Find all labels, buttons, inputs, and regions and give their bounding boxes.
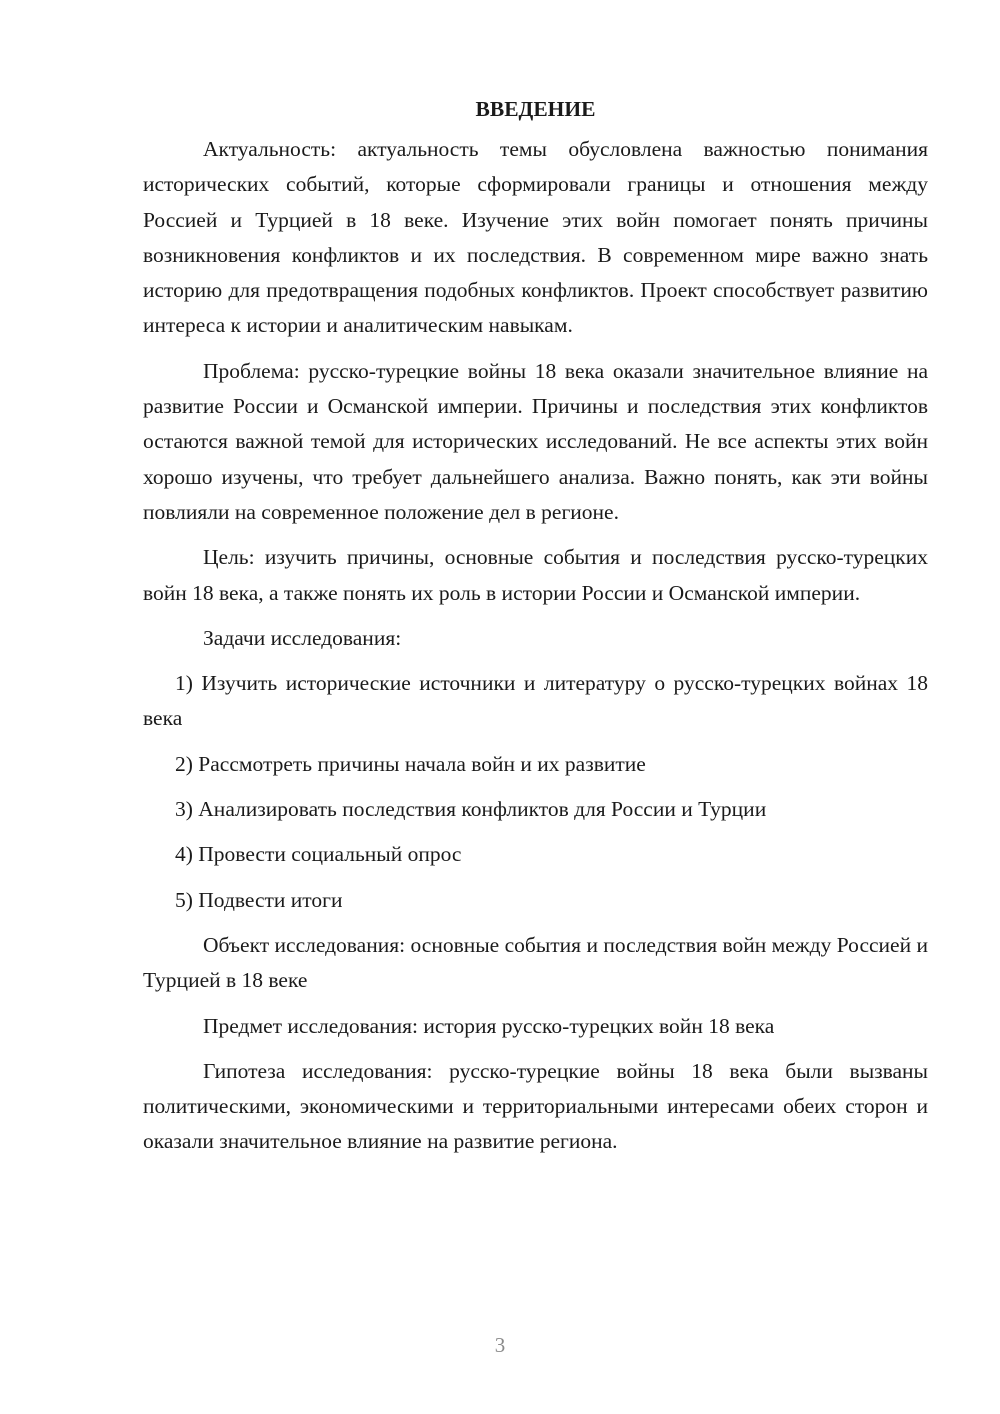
list-item: 4) Провести социальный опрос bbox=[175, 842, 462, 867]
paragraph-hypothesis: Гипотеза исследования: русско-турецкие войны 18 века были вызваны политическими, экономическими и территориальными интересами обеих сторон и оказали значительное влияние на развитие региона. bbox=[143, 1058, 928, 1154]
list-item: 2) Рассмотреть причины начала войн и их развитие bbox=[175, 751, 646, 776]
tasks-title: Задачи исследования: bbox=[203, 625, 402, 650]
paragraph-problem: Проблема: русско-турецкие войны 18 века оказали значительное влияние на развитие России и Османской империи. Причины и последствия этих конфликтов остаются важной темой для исторических исследований. Не все аспекты этих войн хорошо изучены, что требует дальнейшего анализа. Важно понять, как эти войны повлияли на современное положение дел в регионе. bbox=[143, 358, 928, 524]
page-title: ВВЕДЕНИЕ bbox=[475, 97, 596, 121]
list-item: 5) Подвести итоги bbox=[175, 887, 343, 912]
paragraph-relevance: Актуальность: актуальность темы обусловлена важностью понимания исторических событий, которые сформировали границы и отношения между Россией и Турцией в 18 веке. Изучение этих войн помогает понять причины возникновения конфликтов и их последствия. В современном мире важно знать историю для предотвращения подобных конфликтов. Проект способствует развитию интереса к истории и аналитическим навыкам. bbox=[143, 137, 928, 338]
list-item: 1) Изучить исторические источники и литературу о русско-турецких войнах 18 века bbox=[143, 671, 928, 731]
paragraph-subject: Предмет исследования: история русско-турецких войн 18 века bbox=[203, 1013, 775, 1038]
paragraph-object: Объект исследования: основные события и последствия войн между Россией и Турцией в 18 веке bbox=[143, 932, 928, 993]
document-page bbox=[143, 92, 928, 1160]
tasks-list bbox=[143, 666, 928, 918]
list-item: 3) Анализировать последствия конфликтов для России и Турции bbox=[175, 797, 767, 822]
paragraph-goal: Цель: изучить причины, основные события и последствия русско-турецких войн 18 века, а также понять их роль в истории России и Османской империи. bbox=[143, 545, 928, 605]
page-number: 3 bbox=[494, 1333, 506, 1357]
